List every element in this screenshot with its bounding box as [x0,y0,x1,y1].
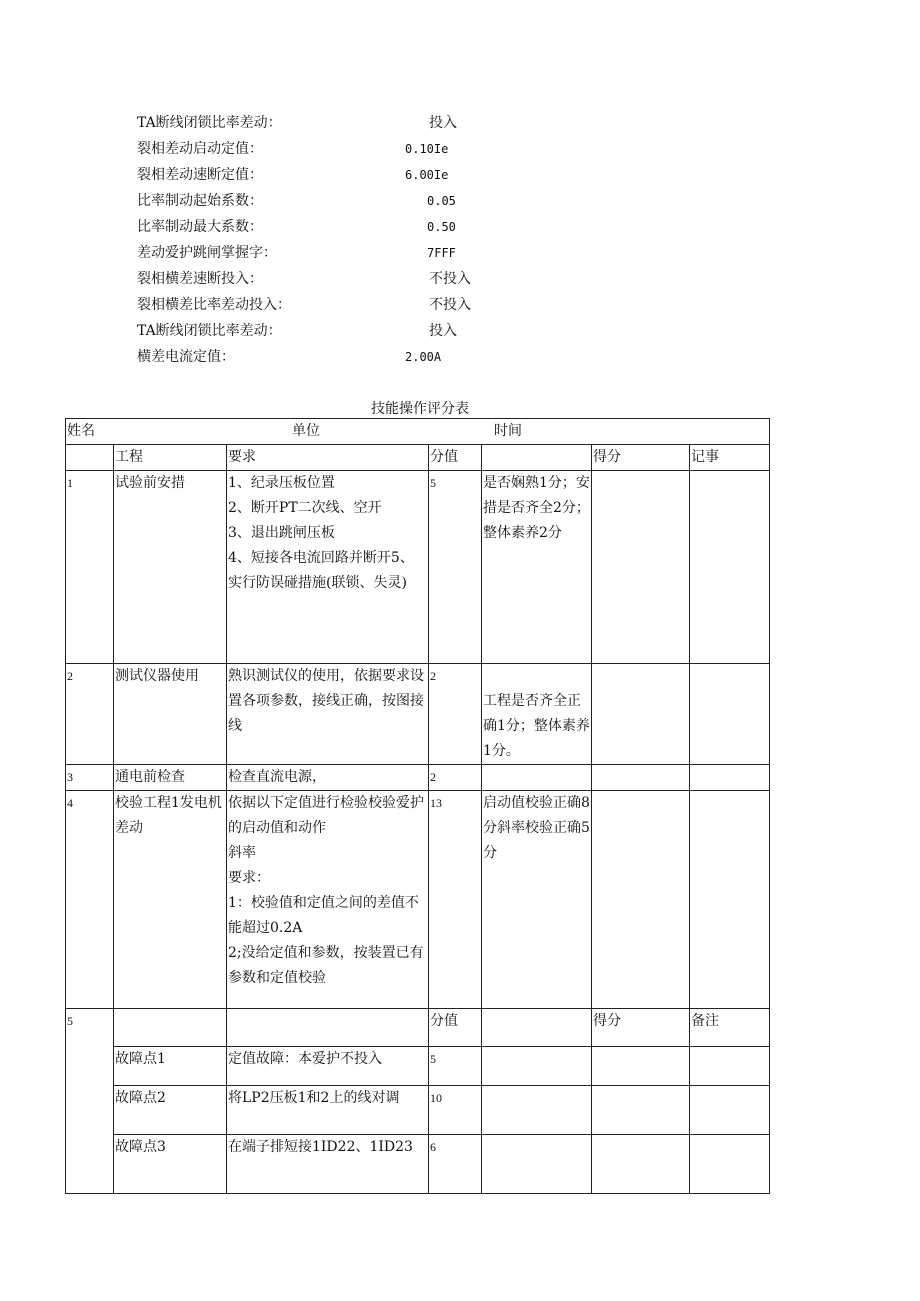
setting-label: TA断线闭锁比率差动： [137,115,282,131]
row-project: 测试仪器使用 [114,664,227,765]
row-criteria: 启动值校验正确8分斜率校验正确5分 [482,791,592,1009]
fault-row [66,1135,770,1194]
fault-row [66,1086,770,1135]
setting-label: 差动爱护跳闸掌握字： [137,245,277,261]
fault-criteria [482,1086,592,1135]
setting-value: 6.00Ie [405,168,449,182]
col-score-header: 分值 [429,445,482,471]
fault-score: 10 [429,1086,482,1135]
table-row [66,471,770,664]
setting-row [137,318,637,344]
fault-desc: 在端子排短接1ID22、1ID23 [227,1135,429,1194]
unit-label: 单位 [292,423,320,439]
fault-header-row [66,1009,770,1047]
row-requirement: 1、纪录压板位置 2、断开PT二次线、空开 3、退出跳闸压板 4、短接各电流回路并断开5、实行防误碰措施(联锁、失灵) [227,471,429,664]
fault-score: 5 [429,1047,482,1086]
name-unit-time-cell [66,419,770,445]
setting-label: 横差电流定值： [137,349,235,365]
row-note [690,791,770,1009]
setting-value: 2.00A [405,350,442,364]
fault-header-empty [482,1009,592,1047]
setting-row [137,214,637,240]
table-row [66,765,770,791]
row-requirement: 检查直流电源， [227,765,429,791]
row-got [592,664,690,765]
row-note [690,471,770,664]
setting-row [137,292,637,318]
fault-name: 故障点2 [114,1086,227,1135]
settings-list [137,110,637,370]
fault-note [690,1047,770,1086]
column-header-row [66,445,770,471]
fault-got [592,1135,690,1194]
setting-label: 裂相横差速断投入： [137,271,263,287]
fault-header-empty [227,1009,429,1047]
row-number: 4 [66,791,114,1009]
col-requirement-header: 要求 [227,445,429,471]
setting-row [137,136,637,162]
table-row [66,791,770,1009]
setting-row [137,110,637,136]
setting-row [137,162,637,188]
score-table [65,418,770,1194]
fault-got [592,1086,690,1135]
fault-row [66,1047,770,1086]
row-number: 3 [66,765,114,791]
table-header-row [66,419,770,445]
setting-row [137,344,637,370]
row-got [592,765,690,791]
setting-row [137,240,637,266]
setting-row [137,266,637,292]
fault-name: 故障点3 [114,1135,227,1194]
row-note [690,664,770,765]
setting-label: 裂相差动速断定值： [137,167,263,183]
table-title: 技能操作评分表 [371,401,469,417]
row-requirement: 熟识测试仪的使用，依据要求设置各项参数，接线正确，按图接线 [227,664,429,765]
col-note-header: 记事 [690,445,770,471]
row-project: 试验前安措 [114,471,227,664]
table-row [66,664,770,765]
fault-note [690,1135,770,1194]
row-note [690,765,770,791]
setting-value: 投入 [429,115,457,131]
setting-value: 投入 [429,323,457,339]
row-score: 13 [429,791,482,1009]
fault-criteria [482,1135,592,1194]
setting-value: 0.05 [427,194,456,208]
setting-row [137,188,637,214]
row-number: 1 [66,471,114,664]
row-got [592,791,690,1009]
row-got [592,471,690,664]
setting-value: 不投入 [429,271,471,287]
fault-criteria [482,1047,592,1086]
row-criteria: 工程是否齐全正确1分；整体素养1分。 [482,664,592,765]
row-project: 校验工程1发电机差动 [114,791,227,1009]
fault-header-empty [114,1009,227,1047]
col-got-header: 得分 [592,445,690,471]
fault-score-header: 分值 [429,1009,482,1047]
col-project-header: 工程 [114,445,227,471]
name-label: 姓名 [67,423,95,439]
row-requirement: 依据以下定值进行检验校验爱护的启动值和动作 斜率 要求： 1：校验值和定值之间的差值不能超过0.2A 2;没给定值和参数，按装置已有参数和定值校验 [227,791,429,1009]
setting-value: 不投入 [429,297,471,313]
row-score: 2 [429,765,482,791]
col-no-header [66,445,114,471]
setting-value: 0.10Ie [405,142,449,156]
setting-label: 比率制动最大系数： [137,219,263,235]
row-score: 5 [429,471,482,664]
fault-desc: 将LP2压板1和2上的线对调 [227,1086,429,1135]
setting-label: TA断线闭锁比率差动： [137,323,282,339]
fault-desc: 定值故障：本爱护不投入 [227,1047,429,1086]
fault-name: 故障点1 [114,1047,227,1086]
fault-note [690,1086,770,1135]
row-project: 通电前检查 [114,765,227,791]
row-number: 2 [66,664,114,765]
row-criteria [482,765,592,791]
fault-got [592,1047,690,1086]
fault-got-header: 得分 [592,1009,690,1047]
setting-value: 7FFF [427,246,456,260]
col-criteria-header [482,445,592,471]
setting-label: 比率制动起始系数： [137,193,263,209]
fault-section-number: 5 [66,1009,114,1194]
setting-value: 0.50 [427,220,456,234]
time-label: 时间 [494,423,522,439]
fault-note-header: 备注 [690,1009,770,1047]
row-criteria: 是否娴熟1分；安措是否齐全2分；整体素养2分 [482,471,592,664]
row-score: 2 [429,664,482,765]
setting-label: 裂相差动启动定值： [137,141,263,157]
setting-label: 裂相横差比率差动投入： [137,297,291,313]
fault-score: 6 [429,1135,482,1194]
